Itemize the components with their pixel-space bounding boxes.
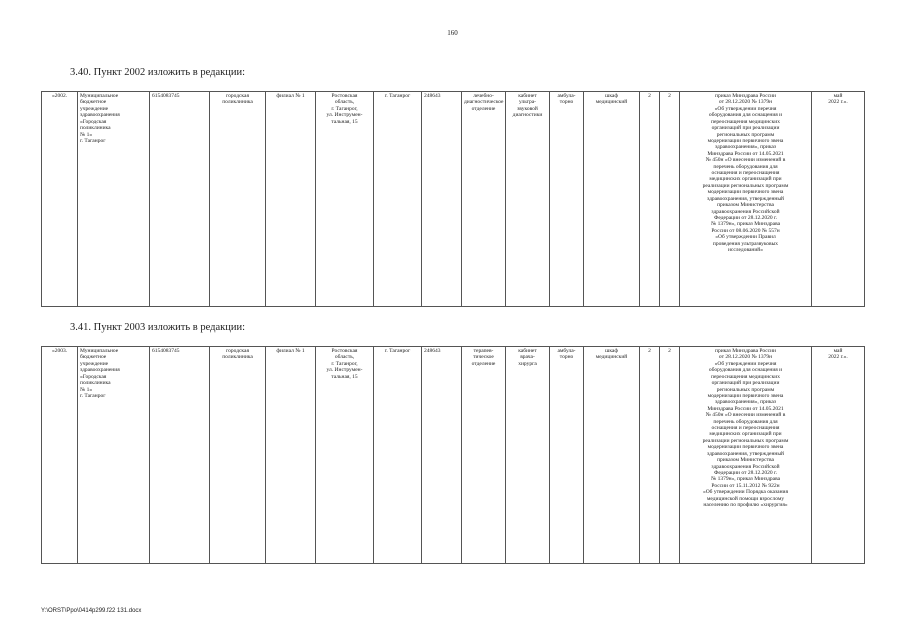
inn: 6154083745 (150, 347, 210, 564)
organization-name: Муниципальное бюджетное учреждение здравоохранения «Городская поликлиника № 1» г. Таганрог (78, 92, 150, 307)
facility-type: городская поликлиника (210, 347, 266, 564)
date: май 2022 г.». (812, 347, 865, 564)
row-number: «2003. (42, 347, 78, 564)
address: Ростовская область, г. Таганрог, ул. Инструмен- тальная, 15 (316, 347, 374, 564)
care-mode: амбула- торно (550, 347, 584, 564)
file-path-footer: Y:\ORST\Ppo\0414p299.f22 131.docx (41, 608, 142, 614)
date: май 2022 г.». (812, 92, 865, 307)
quantity-1: 2 (640, 347, 660, 564)
branch: филиал № 1 (266, 92, 316, 307)
room: кабинет врача- хирурга (506, 347, 550, 564)
inn: 6154083745 (150, 92, 210, 307)
table-row (42, 92, 865, 307)
facility-type: городская поликлиника (210, 92, 266, 307)
page-number: 160 (447, 29, 458, 37)
legal-basis: приказ Минздрава России от 28.12.2020 № 1379н «Об утверждении перечня оборудования для оснащения и переоснащения медицинских организаций при реализации региональных программ модернизации первичного звена здравоохранения», приказ Минздрава России от 14.05.2021 № 450н «О внесении изменений в перечень оборудования для оснащения и переоснащения медицинских организаций при реализации региональных программ модернизации первичного звена здравоохранения, утвержденный приказом Министерства здравоохранения Российской Федерации от 28.12.2020 г. № 1379н», приказ Минздрава России от 15.11.2012 № 922н «Об утверждении Порядка оказания медицинской помощи взрослому населению по профилю «хирургия» (680, 347, 812, 564)
section-heading-1: 3.40. Пункт 2002 изложить в редакции: (70, 67, 245, 78)
organization-name: Муниципальное бюджетное учреждение здравоохранения «Городская поликлиника № 1» г. Таганрог (78, 347, 150, 564)
quantity-2: 2 (660, 347, 680, 564)
registry-table-1 (41, 91, 865, 307)
address: Ростовская область, г. Таганрог, ул. Инструмен- тальная, 15 (316, 92, 374, 307)
department: лечебно- диагностическое отделение (462, 92, 506, 307)
code: 248643 (422, 347, 462, 564)
equipment: шкаф медицинский (584, 92, 640, 307)
room: кабинет ультра- звуковой диагностики (506, 92, 550, 307)
code: 248643 (422, 92, 462, 307)
quantity-2: 2 (660, 92, 680, 307)
quantity-1: 2 (640, 92, 660, 307)
legal-basis: приказ Минздрава России от 28.12.2020 № 1379н «Об утверждении перечня оборудования для оснащения и переоснащения медицинских организаций при реализации региональных программ модернизации первичного звена здравоохранения», приказ Минздрава России от 14.05.2021 № 450н «О внесении изменений в перечень оборудования для оснащения и переоснащения медицинских организаций при реализации региональных программ модернизации первичного звена здравоохранения, утвержденный приказом Министерства здравоохранения Российской Федерации от 28.12.2020 г. № 1379н», приказ Минздрава России от 08.06.2020 № 557н «Об утверждении Правил проведения ультразвуковых исследований» (680, 92, 812, 307)
row-number: «2002. (42, 92, 78, 307)
table-row (42, 347, 865, 564)
city: г. Таганрог (374, 347, 422, 564)
section-heading-2: 3.41. Пункт 2003 изложить в редакции: (70, 322, 245, 333)
equipment: шкаф медицинский (584, 347, 640, 564)
department: терапев- тическое отделение (462, 347, 506, 564)
city: г. Таганрог (374, 92, 422, 307)
care-mode: амбула- торно (550, 92, 584, 307)
branch: филиал № 1 (266, 347, 316, 564)
registry-table-2 (41, 346, 865, 564)
